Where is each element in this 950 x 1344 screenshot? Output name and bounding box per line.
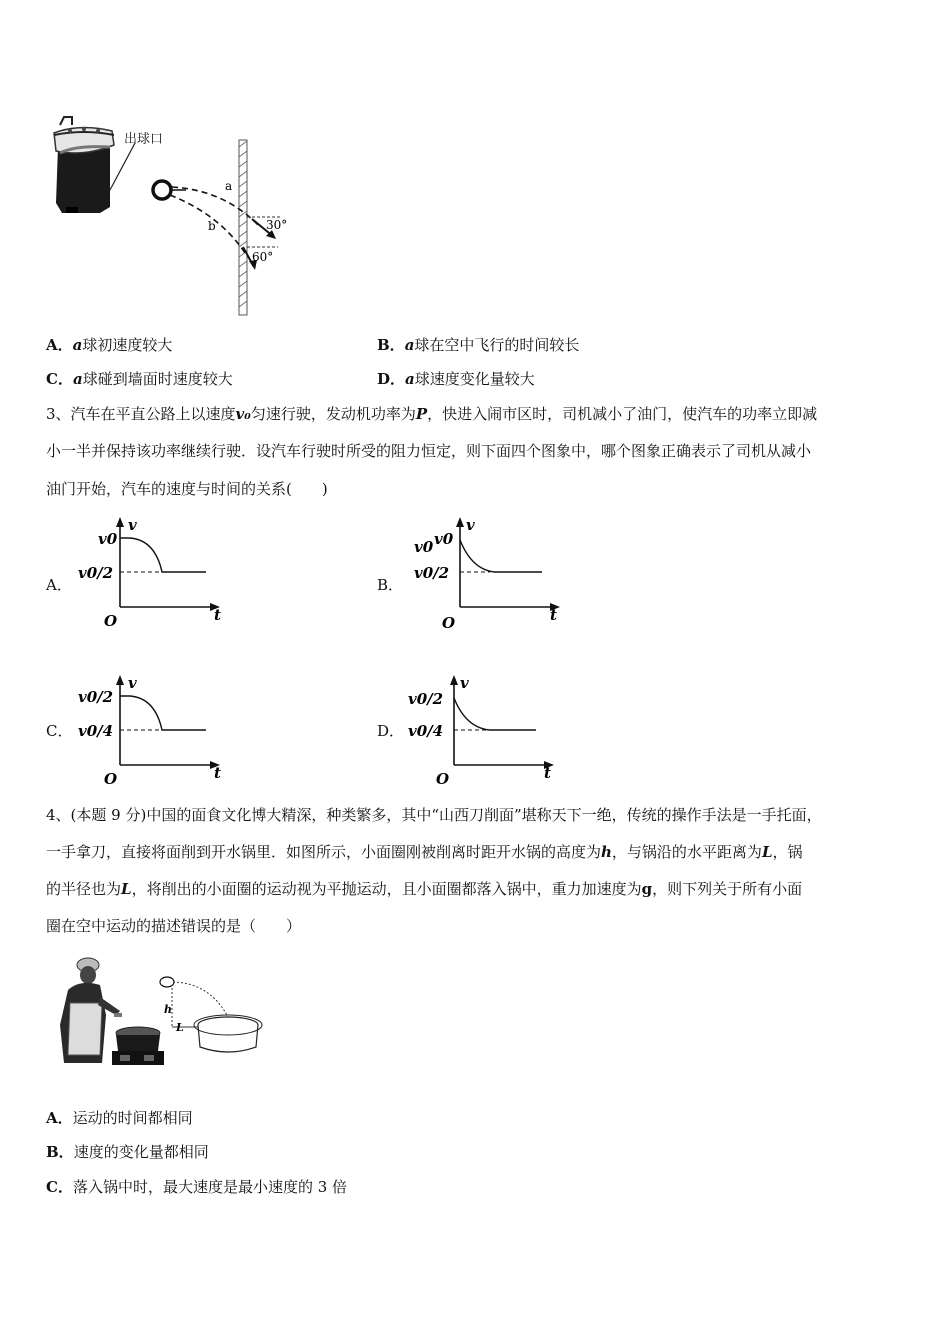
pot-on-stove-illustration (112, 1027, 164, 1065)
svg-text:v: v (128, 516, 137, 534)
option-2b[interactable]: B．a球在空中飞行的时间较长 (377, 336, 580, 354)
option-4c[interactable]: C．落入锅中时，最大速度是最小速度的 3 倍 (46, 1178, 348, 1196)
svg-text:v0/4: v0/4 (408, 722, 444, 740)
ball-outlet-ring (153, 181, 171, 199)
svg-text:L: L (176, 1021, 184, 1034)
question-4-line1: 4、(本题 9 分)中国的面食文化博大精深，种类繁多，其中“山西刀削面”堪称天下一绝，传统的操作手法是一手托面， (46, 806, 822, 824)
noodle-ring (160, 977, 174, 987)
svg-text:t: t (214, 606, 221, 624)
option-4b[interactable]: B．速度的变化量都相同 (46, 1143, 209, 1161)
svg-text:v: v (128, 674, 137, 692)
wok-schematic (194, 1015, 262, 1052)
question-4-line4: 圈在空中运动的描述错误的是（ ） (46, 917, 302, 935)
svg-text:O: O (104, 612, 118, 630)
svg-text:v0: v0 (434, 530, 454, 548)
svg-text:t: t (214, 764, 221, 782)
svg-text:v: v (460, 674, 469, 692)
chef-illustration (60, 958, 122, 1063)
svg-text:v0: v0 (414, 538, 434, 556)
svg-text:h: h (164, 1003, 172, 1016)
option-3a-label[interactable]: A． (46, 576, 72, 594)
noodle-cutting-figure (50, 955, 280, 1070)
svg-text:v0/2: v0/2 (78, 564, 114, 582)
question-3-line1: 3、汽车在平直公路上以速度v₀匀速行驶，发动机功率为P，快进入闹市区时，司机减小了油门，使汽车的功率立即减 (46, 405, 818, 423)
question-4-line2: 一手拿刀，直接将面削到开水锅里．如图所示，小面圈刚被削离时距开水锅的高度为h，与锅沿的水平距离为L，锅 (46, 843, 803, 861)
svg-text:t: t (544, 764, 551, 782)
graph-c-curve (120, 696, 206, 730)
graph-d[interactable] (404, 668, 564, 788)
angle-60: 60° (252, 250, 274, 264)
graph-c[interactable] (70, 668, 230, 788)
svg-text:v0/2: v0/2 (414, 564, 450, 582)
svg-text:v0/2: v0/2 (408, 690, 444, 708)
svg-text:O: O (104, 770, 118, 788)
parabolic-path (173, 982, 228, 1017)
question-3-line3: 油门开始，汽车的速度与时间的关系( ) (46, 480, 328, 498)
graph-d-curve (454, 698, 536, 730)
wall (239, 140, 247, 315)
graph-b-curve (460, 540, 542, 572)
svg-text:O: O (436, 770, 450, 788)
svg-text:v0/4: v0/4 (78, 722, 114, 740)
option-4a[interactable]: A．运动的时间都相同 (46, 1109, 193, 1127)
question-4-line3: 的半径也为L，将削出的小面圈的运动视为平抛运动，且小面圈都落入锅中，重力加速度为g，则下列关于所有小面 (46, 880, 803, 898)
question-3-line2: 小一半并保持该功率继续行驶．设汽车行驶时所受的阻力恒定，则下面四个图象中，哪个图象正确表示了司机从减小 (46, 442, 812, 460)
svg-text:t: t (550, 606, 557, 624)
graph-a-curve (120, 538, 206, 572)
ball-machine-figure (40, 95, 300, 320)
graph-b[interactable] (410, 512, 570, 632)
svg-text:v: v (466, 516, 475, 534)
option-2c[interactable]: C．a球碰到墙面时速度较大 (46, 370, 233, 388)
option-3c-label[interactable]: C． (46, 722, 73, 740)
outlet-label: 出球口 (124, 132, 164, 147)
graph-a[interactable] (70, 512, 230, 632)
ball-machine-illustration (54, 117, 135, 213)
label-a: a (225, 179, 233, 193)
svg-text:v0: v0 (98, 530, 118, 548)
svg-text:v0/2: v0/2 (78, 688, 114, 706)
option-3d-label[interactable]: D． (377, 722, 405, 740)
angle-30: 30° (266, 218, 288, 232)
svg-text:O: O (442, 614, 456, 632)
label-b: b (208, 219, 216, 233)
option-2a[interactable]: A．a球初速度较大 (46, 336, 173, 354)
option-2d[interactable]: D．a球速度变化量较大 (377, 370, 535, 388)
option-3b-label[interactable]: B． (377, 576, 404, 594)
